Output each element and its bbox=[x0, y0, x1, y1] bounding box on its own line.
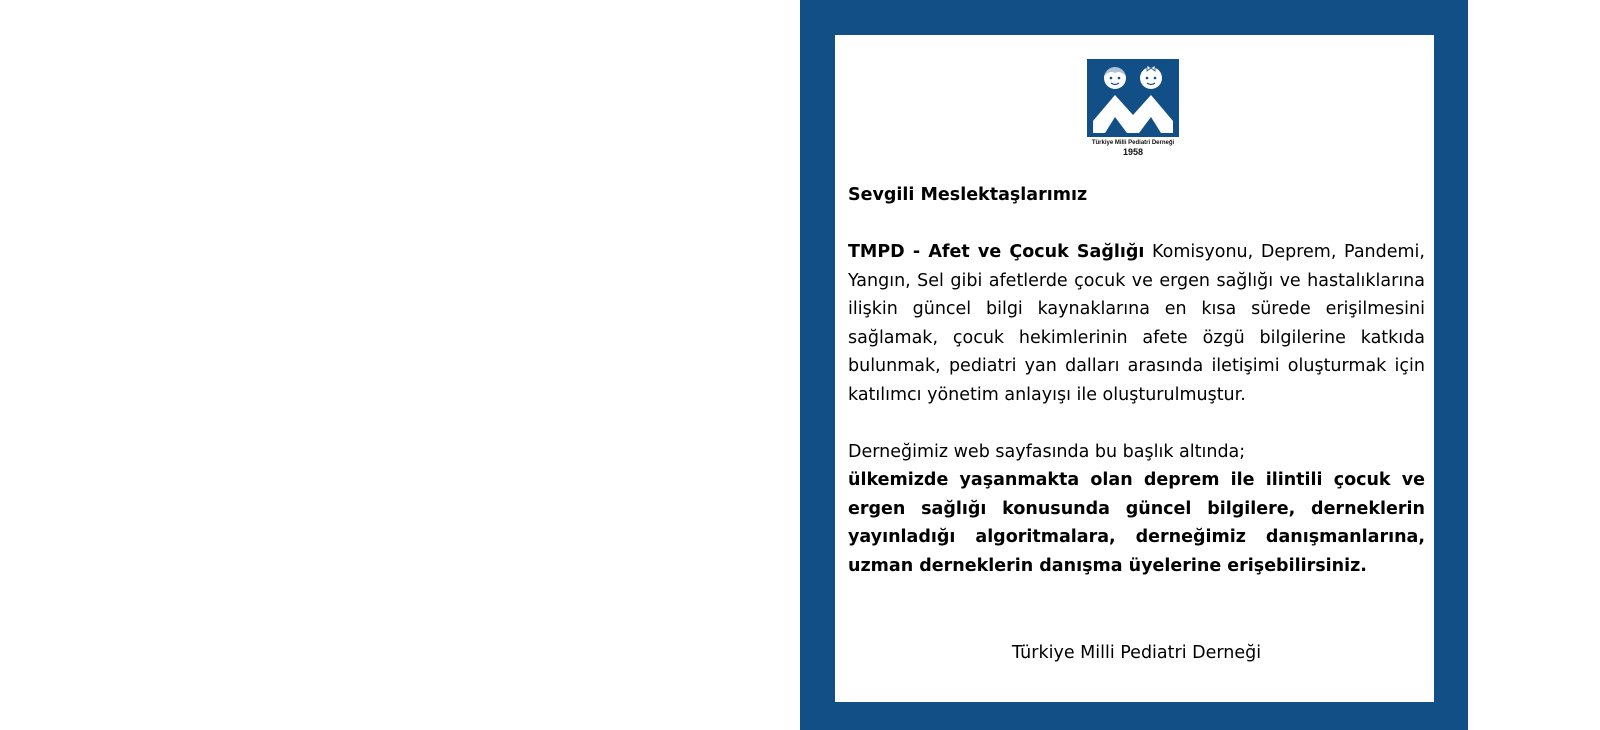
letter-body bbox=[848, 181, 1425, 580]
letter-card bbox=[835, 35, 1434, 702]
commission-description: Komisyonu, Deprem, Pandemi, Yangın, Sel gibi afetlerde çocuk ve ergen sağlığı ve hastalıklarına ilişkin güncel bilgi kaynaklarına en kısa sürede erişilmesini sağlamak, çocuk hekimlerinin afete özgü bilgilerine katkıda bulunmak, pediatri yan dalları arasında iletişimi oluşturmak için katılımcı yönetim anlayışı ile oluşturulmuştur. bbox=[848, 242, 1425, 405]
tmpd-logo-icon bbox=[1087, 59, 1179, 137]
greeting: Sevgili Meslektaşlarımız bbox=[848, 185, 1088, 205]
commission-title: TMPD - Afet ve Çocuk Sağlığı bbox=[848, 242, 1145, 262]
intro-line: Derneğimiz web sayfasında bu başlık altında; bbox=[848, 441, 1246, 462]
logo-year: 1958 bbox=[1122, 147, 1144, 157]
association-logo bbox=[1087, 59, 1179, 163]
signature: Türkiye Milli Pediatri Derneği bbox=[1011, 643, 1262, 663]
logo-caption: Türkiye Milli Pediatri Derneği bbox=[1091, 140, 1175, 146]
commission-paragraph bbox=[848, 238, 1425, 409]
resources-paragraph: ülkemizde yaşanmakta olan deprem ile ilintili çocuk ve ergen sağlığı konusunda güncel bilgilere, derneklerin yayınladığı algoritmalara, derneğimiz danışmanlarına, uzman derneklerin danışma üyelerine erişebilirsiniz. bbox=[848, 470, 1425, 576]
